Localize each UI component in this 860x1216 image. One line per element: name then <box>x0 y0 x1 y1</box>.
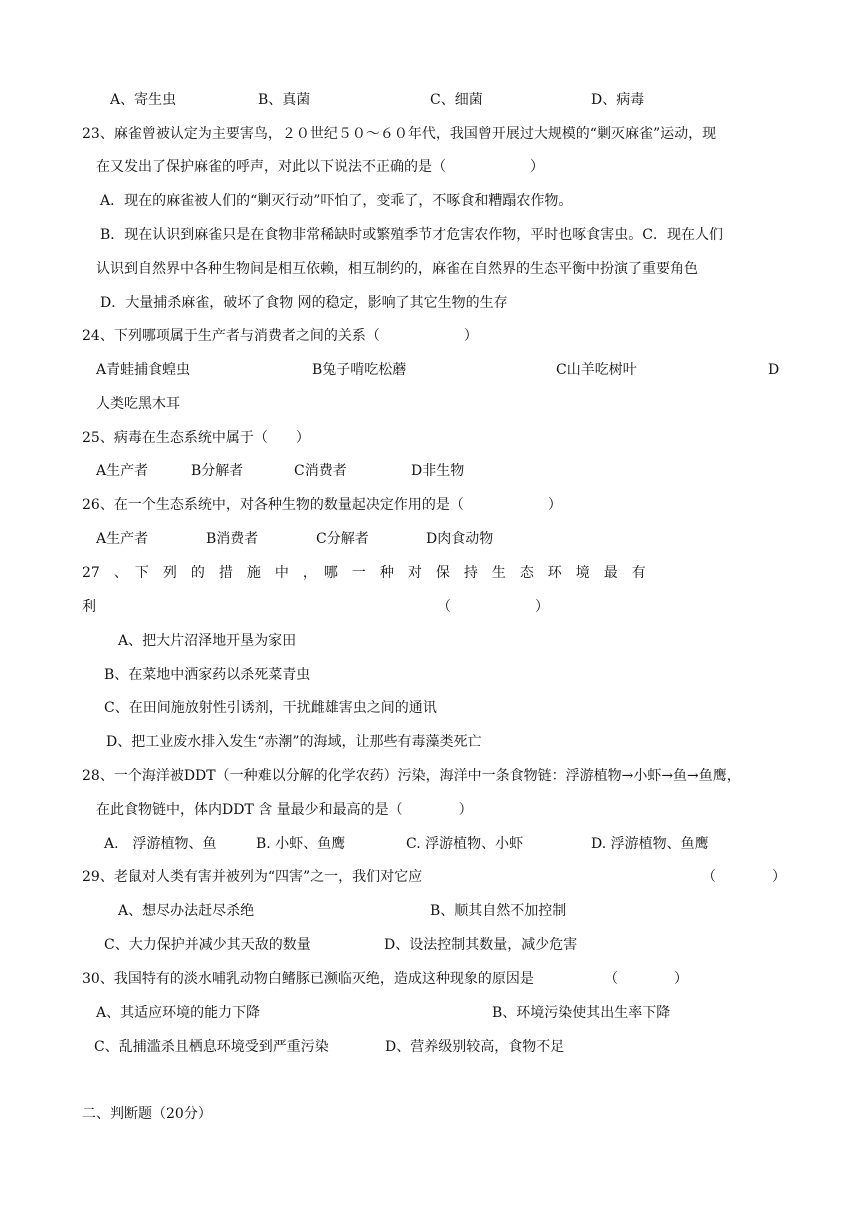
q26-stem: 26、在一个生态系统中，对各种生物的数量起决定作用的是（ ） <box>82 497 562 513</box>
q27-option-b: B、在菜地中洒家药以杀死菜青虫 <box>104 667 311 683</box>
q25-option-b: B分解者 <box>191 463 244 479</box>
q28-option-a: A. 浮游植物、鱼 <box>104 836 217 852</box>
q30-stem: 30、我国特有的淡水哺乳动物白鳍豚已濒临灭绝，造成这种现象的原因是 <box>82 971 534 987</box>
q30-option-b: B、环境污染使其出生率下降 <box>492 1005 671 1021</box>
q24-option-d-continued: 人类吃黑木耳 <box>96 396 180 412</box>
q23-stem-line2: 在又发出了保护麻雀的呼声，对此以下说法不正确的是（ ） <box>96 159 544 175</box>
q28-stem-line1: 28、一个海洋被DDT（一种难以分解的化学农药）污染，海洋中一条食物链：浮游植物→小虾→鱼→鱼鹰， <box>82 768 741 784</box>
q22-option-d: D、病毒 <box>591 92 645 108</box>
q24-option-a: A青蛙捕食蝗虫 <box>96 362 191 378</box>
q28-option-d: D. 浮游植物、鱼鹰 <box>591 836 709 852</box>
q26-option-d: D肉食动物 <box>426 531 494 547</box>
q25-option-d: D非生物 <box>411 463 465 479</box>
q29-option-c: C、大力保护并减少其天敌的数量 <box>104 937 311 953</box>
q23-option-a: A．现在的麻雀被人们的“剿灭行动”吓怕了，变乖了，不啄食和糟蹋农作物。 <box>100 193 573 209</box>
q30-option-c: C、乱捕滥杀且栖息环境受到严重污染 <box>94 1039 329 1055</box>
q23-stem-line1: 23、麻雀曾被认定为主要害鸟，２０世纪５０～６０年代，我国曾开展过大规模的“剿灭麻雀”运动，现 <box>82 126 717 142</box>
q25-stem: 25、病毒在生态系统中属于（ ） <box>82 430 310 446</box>
q25-option-a: A生产者 <box>96 463 149 479</box>
q24-option-d: D <box>768 362 780 378</box>
q23-option-b-line2: 认识到自然界中各种生物间是相互依赖，相互制约的，麻雀在自然界的生态平衡中扮演了重要角色 <box>96 261 698 277</box>
q27-stem-line1: 27 、 下 列 的 措 施 中 ， 哪 一 种 对 保 持 生 态 环 境 最 有 <box>82 565 646 581</box>
q22-option-c: C、细菌 <box>430 92 483 108</box>
q27-option-d: D、把工业废水排入发生“赤潮”的海域，让那些有毒藻类死亡 <box>106 734 482 750</box>
q24-option-b: B兔子啃吃松蘑 <box>312 362 407 378</box>
q24-stem: 24、下列哪项属于生产者与消费者之间的关系（ ） <box>82 328 478 344</box>
q28-stem-line2: 在此食物链中，体内DDT 含 量最少和最高的是（ ） <box>96 802 473 818</box>
q27-option-c: C、在田间施放射性引诱剂，干扰雌雄害虫之间的通讯 <box>104 700 437 716</box>
section-heading-judgment: 二、判断题（20分） <box>82 1106 212 1122</box>
q26-option-c: C分解者 <box>316 531 369 547</box>
q22-option-a: A、寄生虫 <box>110 92 177 108</box>
q30-option-d: D、营养级别较高，食物不足 <box>385 1039 565 1055</box>
q29-option-b: B、顺其自然不加控制 <box>430 903 567 919</box>
q29-stem: 29、老鼠对人类有害并被列为“四害”之一，我们对它应 <box>82 869 423 885</box>
q27-answer-paren: （ ） <box>437 599 549 615</box>
q23-option-d: D．大量捕杀麻雀，破坏了食物 网的稳定，影响了其它生物的生存 <box>100 295 508 311</box>
q22-option-b: B、真菌 <box>258 92 311 108</box>
q28-option-c: C. 浮游植物、小虾 <box>406 836 524 852</box>
q29-option-d: D、设法控制其数量，减少危害 <box>384 937 578 953</box>
q24-option-c: C山羊吃树叶 <box>556 362 637 378</box>
q29-answer-paren: （ ） <box>702 869 786 885</box>
q26-option-b: B消费者 <box>206 531 259 547</box>
q26-option-a: A生产者 <box>96 531 149 547</box>
q27-stem-line2: 利 <box>82 599 96 615</box>
q30-answer-paren: （ ） <box>604 971 688 987</box>
q27-option-a: A、把大片沼泽地开垦为家田 <box>118 633 297 649</box>
q23-option-b-line1: B．现在认识到麻雀只是在食物非常稀缺时或繁殖季节才危害农作物，平时也啄食害虫。C．现在人们 <box>100 227 723 243</box>
q28-option-b: B. 小虾、鱼鹰 <box>256 836 346 852</box>
q25-option-c: C消费者 <box>294 463 347 479</box>
q30-option-a: A、其适应环境的能力下降 <box>96 1005 261 1021</box>
q29-option-a: A、想尽办法赶尽杀绝 <box>118 903 255 919</box>
